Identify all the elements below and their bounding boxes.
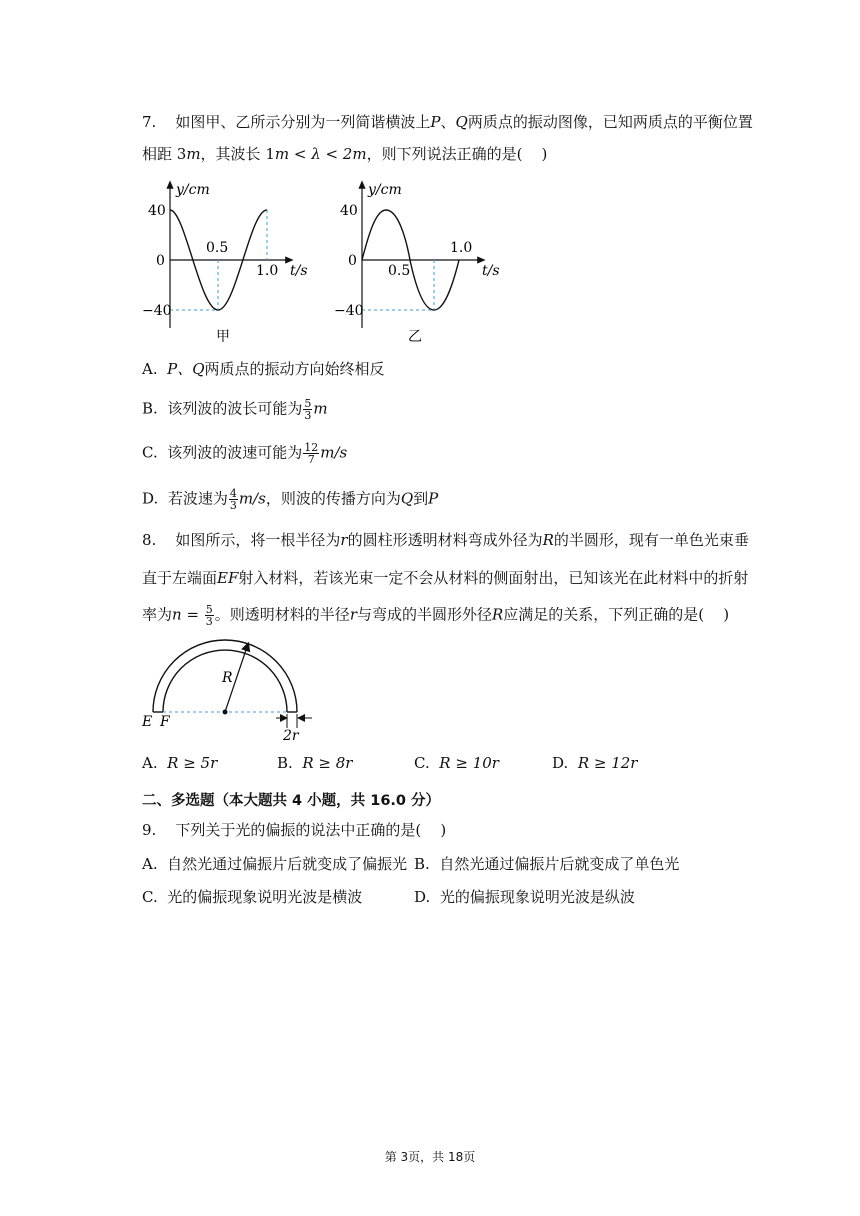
q9-stem: 9. 下列关于光的偏振的说法中正确的是( ) bbox=[142, 821, 447, 839]
q8-stem-line2: 直于左端面EF射入材料，若该光束一定不会从材料的侧面射出，已知该光在此材料中的折射 bbox=[142, 569, 749, 587]
q8-stem-line1: 8. 如图所示，将一根半径为r的圆柱形透明材料弯成外径为R的半圆形，现有一单色光束垂 bbox=[142, 531, 749, 549]
q8-option-a[interactable]: A. R ≥ 5r bbox=[142, 754, 218, 772]
q7-option-a[interactable]: A. P、Q两质点的振动方向始终相反 bbox=[142, 360, 385, 378]
q7-option-c[interactable]: C. 该列波的波速可能为 $\frac{12}{7}$ m/s bbox=[142, 441, 348, 466]
q8-semicircle-figure bbox=[136, 636, 326, 746]
q7-number: 7. bbox=[142, 113, 157, 131]
xlabel: t/s bbox=[482, 263, 500, 279]
ylabel: y/cm bbox=[176, 182, 210, 198]
q8-stem-line3: 率为n = $\frac{5}{3}$ 。则透明材料的半径r与弯成的半圆形外径R应满足的关系，下列正确的是( ) bbox=[142, 603, 730, 628]
tick-neg40: −40 bbox=[142, 303, 172, 319]
fraction: $\frac{4}{3}$ bbox=[229, 487, 237, 512]
label-E: E bbox=[142, 714, 153, 730]
q7-stem-line2: 相距 3m，其波长 1m < λ < 2m，则下列说法正确的是( ) bbox=[142, 145, 548, 163]
q9-number: 9. bbox=[142, 821, 157, 839]
fraction: $\frac{5}{3}$ bbox=[304, 397, 312, 422]
ylabel: y/cm bbox=[368, 182, 402, 198]
tick-40: 40 bbox=[340, 203, 358, 219]
q9-option-b[interactable]: B. 自然光通过偏振片后就变成了单色光 bbox=[414, 855, 680, 873]
xlabel: t/s bbox=[290, 263, 308, 279]
tick-1.0: 1.0 bbox=[450, 240, 473, 256]
tick-0.5: 0.5 bbox=[388, 263, 411, 279]
label-F: F bbox=[160, 714, 170, 730]
tick-40: 40 bbox=[148, 203, 166, 219]
q7-option-b[interactable]: B. 该列波的波长可能为 $\frac{5}{3}$ m bbox=[142, 397, 328, 422]
q8-option-c[interactable]: C. R ≥ 10r bbox=[414, 754, 499, 772]
tick-0: 0 bbox=[156, 253, 165, 269]
caption: 甲 bbox=[216, 329, 230, 345]
q9-option-a[interactable]: A. 自然光通过偏振片后就变成了偏振光 bbox=[142, 855, 408, 873]
fraction: $\frac{5}{3}$ bbox=[205, 603, 213, 628]
q8-number: 8. bbox=[142, 531, 157, 549]
q7-graph-yi bbox=[332, 178, 507, 348]
label-R: R bbox=[222, 670, 233, 686]
tick-1.0: 1.0 bbox=[256, 263, 279, 279]
q8-option-b[interactable]: B. R ≥ 8r bbox=[277, 754, 353, 772]
q9-option-d[interactable]: D. 光的偏振现象说明光波是纵波 bbox=[414, 888, 635, 906]
label-2r: 2r bbox=[283, 728, 299, 744]
caption: 乙 bbox=[408, 329, 422, 345]
q7-option-d[interactable]: D. 若波速为 $\frac{4}{3}$ m/s，则波的传播方向为Q到P bbox=[142, 487, 439, 512]
section-heading: 二、多选题（本大题共 4 小题，共 16.0 分） bbox=[142, 793, 441, 809]
fraction: $\frac{12}{7}$ bbox=[304, 441, 319, 466]
tick-neg40: −40 bbox=[334, 303, 364, 319]
tick-0.5: 0.5 bbox=[206, 240, 229, 256]
q8-option-d[interactable]: D. R ≥ 12r bbox=[552, 754, 638, 772]
q9-option-c[interactable]: C. 光的偏振现象说明光波是横波 bbox=[142, 888, 363, 906]
page-footer: 第 3页，共 18页 bbox=[384, 1150, 476, 1164]
q7-graph-jia bbox=[140, 178, 315, 348]
tick-0: 0 bbox=[348, 253, 357, 269]
q7-stem-line1: 7. 如图甲、乙所示分别为一列简谐横波上P、Q两质点的振动图像，已知两质点的平衡位置 bbox=[142, 113, 753, 131]
